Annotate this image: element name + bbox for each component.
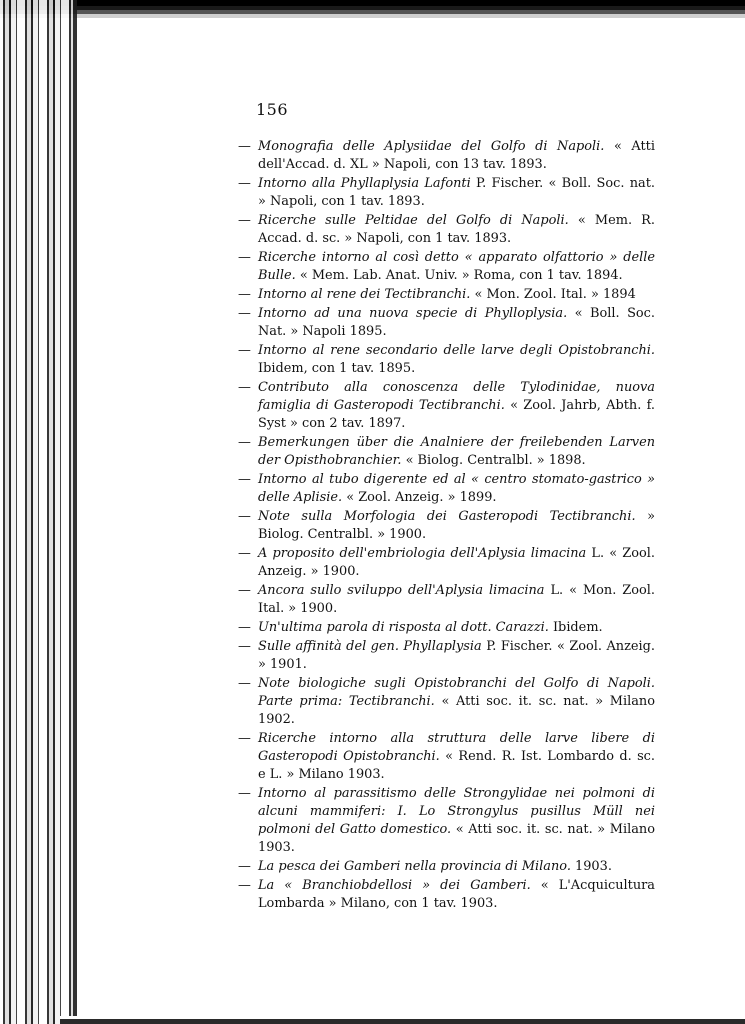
entry-dash: — <box>238 139 251 154</box>
entry-title: Ricerche sulle Peltidae del Golfo di Napoli. <box>258 213 569 228</box>
bibliography-entry <box>240 675 655 729</box>
entry-dash: — <box>238 472 251 487</box>
entry-dash: — <box>238 639 251 654</box>
entry-title: Intorno al rene secondario delle larve degli Opistobranchi. <box>258 343 655 358</box>
entry-dash: — <box>238 731 251 746</box>
bibliography-entry <box>240 471 655 507</box>
bibliography-entry <box>240 508 655 544</box>
entry-source: L. « Mon. Zool. Ital. » 1900. <box>258 583 655 616</box>
entry-title: Un'ultima parola di risposta al dott. Carazzi. <box>258 620 549 635</box>
entry-dash: — <box>238 676 251 691</box>
entry-dash: — <box>238 859 251 874</box>
entry-source: « Mem. R. Accad. d. sc. » Napoli, con 1 tav. 1893. <box>258 213 655 246</box>
entry-dash: — <box>238 546 251 561</box>
entry-source: « Rend. R. Ist. Lombardo d. sc. e L. » Milano 1903. <box>258 749 656 782</box>
page-bottom-edge <box>60 1016 745 1024</box>
entry-title: Intorno al parassitismo delle Strongylidae nei polmoni di alcuni mammiferi: I. Lo Strongylus pusillus Müll nei polmoni del Gatto domestico. <box>258 786 655 837</box>
entry-title: Ricerche intorno alla struttura delle larve libere di Gasteropodi Opistobranchi. <box>258 731 655 764</box>
bibliography-entry <box>240 545 655 581</box>
bibliography-list <box>240 138 655 914</box>
entry-source: L. « Zool. Anzeig. » 1900. <box>258 546 655 579</box>
bibliography-entry <box>240 138 655 174</box>
entry-title: Intorno alla Phyllaplysia Lafonti <box>258 176 471 191</box>
entry-dash: — <box>238 250 251 265</box>
bibliography-entry <box>240 730 655 784</box>
bibliography-entry <box>240 249 655 285</box>
entry-source: « Atti soc. it. sc. nat. » Milano 1903. <box>258 822 655 855</box>
bibliography-entry <box>240 619 655 637</box>
entry-title: Sulle affinità del gen. Phyllaplysia <box>258 639 482 654</box>
entry-source: « L'Acquicultura Lombarda » Milano, con 1 tav. 1903. <box>258 878 655 911</box>
entry-dash: — <box>238 213 251 228</box>
entry-title: Intorno al tubo digerente ed al « centro stomato-gastrico » delle Aplisie. <box>258 472 655 505</box>
entry-dash: — <box>238 583 251 598</box>
bibliography-entry <box>240 286 655 304</box>
entry-source: P. Fischer. « Zool. Anzeig. » 1901. <box>258 639 656 672</box>
entry-title: Note sulla Morfologia dei Gasteropodi Tectibranchi. <box>258 509 636 524</box>
entry-dash: — <box>238 435 251 450</box>
entry-title: Ancora sullo sviluppo dell'Aplysia limacina <box>258 583 545 598</box>
entry-dash: — <box>238 509 251 524</box>
entry-dash: — <box>238 878 251 893</box>
bibliography-entry <box>240 638 655 674</box>
bibliography-entry <box>240 582 655 618</box>
entry-source: » Biolog. Centralbl. » 1900. <box>258 509 655 542</box>
entry-dash: — <box>238 176 251 191</box>
bibliography-entry <box>240 785 655 857</box>
bibliography-entry <box>240 858 655 876</box>
entry-title: Intorno ad una nuova specie di Phylloplysia. <box>258 306 568 321</box>
book-binding-edge <box>0 0 75 1024</box>
entry-title: Intorno al rene dei Tectibranchi. <box>258 287 471 302</box>
entry-dash: — <box>238 306 251 321</box>
entry-dash: — <box>238 287 251 302</box>
bibliography-entry <box>240 379 655 433</box>
entry-source: « Mon. Zool. Ital. » 1894 <box>474 287 636 302</box>
entry-dash: — <box>238 786 251 801</box>
entry-dash: — <box>238 380 251 395</box>
page-top-edge <box>0 0 745 18</box>
entry-dash: — <box>238 620 251 635</box>
bibliography-entry <box>240 342 655 378</box>
entry-title: La pesca dei Gamberi nella provincia di Milano. <box>258 859 571 874</box>
bibliography-entry <box>240 305 655 341</box>
bibliography-entry <box>240 434 655 470</box>
entry-title: A proposito dell'embriologia dell'Aplysia limacina <box>258 546 587 561</box>
entry-source: 1903. <box>575 859 612 874</box>
entry-title: La « Branchiobdellosi » dei Gamberi. <box>258 878 531 893</box>
entry-source: « Zool. Anzeig. » 1899. <box>346 490 497 505</box>
entry-source: P. Fischer. « Boll. Soc. nat. » Napoli, con 1 tav. 1893. <box>258 176 656 209</box>
bibliography-entry <box>240 212 655 248</box>
entry-title: Contributo alla conoscenza delle Tylodinidae, nuova famiglia di Gasteropodi Tectibranchi. <box>258 380 655 413</box>
entry-title: Ricerche intorno al così detto « apparato olfattorio » delle Bulle. <box>258 250 655 283</box>
bibliography-entry <box>240 877 655 913</box>
bibliography-entry <box>240 175 655 211</box>
entry-source: « Atti dell'Accad. d. XL » Napoli, con 13 tav. 1893. <box>258 139 655 172</box>
entry-source: « Biolog. Centralbl. » 1898. <box>405 453 586 468</box>
entry-source: « Boll. Soc. Nat. » Napoli 1895. <box>258 306 655 339</box>
entry-title: Bemerkungen über die Analniere der freilebenden Larven der Opisthobranchier. <box>258 435 655 468</box>
entry-dash: — <box>238 343 251 358</box>
page-number: 156 <box>256 100 289 119</box>
entry-source: « Mem. Lab. Anat. Univ. » Roma, con 1 tav. 1894. <box>299 268 623 283</box>
entry-source: « Zool. Jahrb, Abth. f. Syst » con 2 tav. 1897. <box>258 398 655 431</box>
entry-source: « Atti soc. it. sc. nat. » Milano 1902. <box>258 694 655 727</box>
entry-source: Ibidem. <box>552 620 603 635</box>
entry-title: Monografia delle Aplysiidae del Golfo di Napoli. <box>258 139 605 154</box>
entry-title: Note biologiche sugli Opistobranchi del Golfo di Napoli. Parte prima: Tectibranchi. <box>258 676 655 709</box>
entry-source: Ibidem, con 1 tav. 1895. <box>258 361 416 376</box>
